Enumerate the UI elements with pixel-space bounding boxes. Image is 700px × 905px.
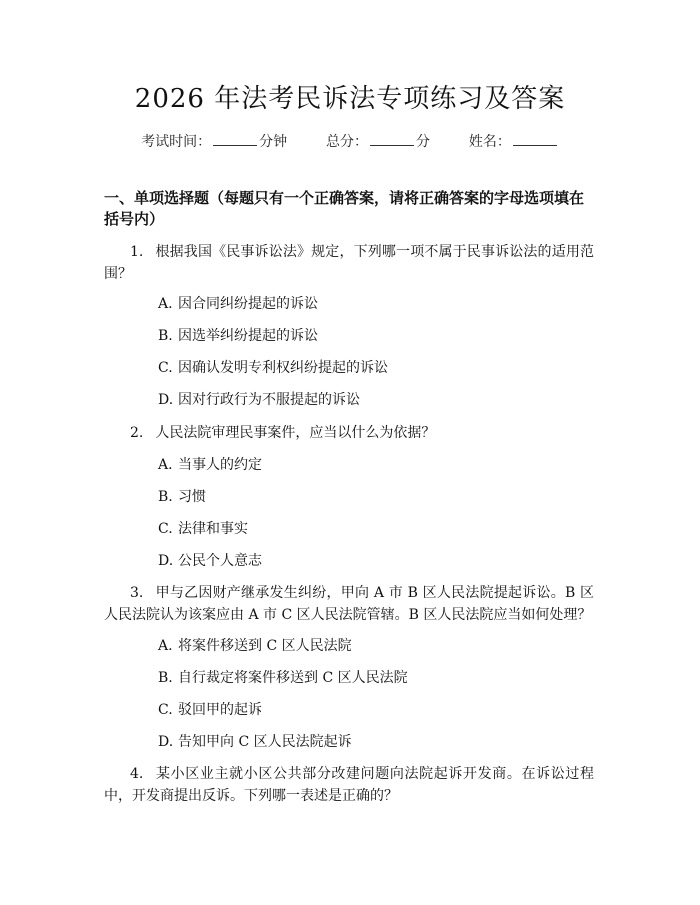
option-letter: C. [158, 702, 173, 718]
question-number: 1. [130, 244, 144, 260]
name-label: 姓名： [468, 134, 511, 150]
option-1d [158, 390, 360, 410]
option-letter: A. [158, 638, 173, 654]
option-3c [158, 700, 262, 720]
option-text: 法律和事实 [178, 521, 248, 537]
question-text: 人民法院审理民事案件，应当以什么为依据？ [155, 425, 436, 441]
option-2c [158, 519, 248, 539]
option-1a [158, 294, 318, 314]
option-letter: B. [158, 670, 173, 686]
question-4 [104, 763, 594, 807]
option-text: 公民个人意志 [178, 553, 262, 569]
score-blank [370, 132, 414, 146]
option-letter: A. [158, 457, 173, 473]
page-title: 2026 年法考民诉法专项练习及答案 [134, 84, 566, 114]
score-label: 总分： [326, 134, 368, 150]
option-3d [158, 732, 352, 752]
question-number: 3. [130, 585, 144, 601]
option-letter: B. [158, 489, 173, 505]
option-letter: C. [158, 360, 173, 376]
option-text: 自行裁定将案件移送到 C 区人民法院 [178, 670, 408, 686]
option-1c [158, 358, 388, 378]
option-text: 将案件移送到 C 区人民法院 [178, 638, 352, 654]
question-1 [104, 241, 594, 285]
option-text: 因确认发明专利权纠纷提起的诉讼 [178, 360, 388, 376]
option-text: 当事人的约定 [178, 457, 262, 473]
option-2d [158, 551, 262, 571]
time-blank [213, 132, 257, 146]
option-text: 习惯 [178, 489, 206, 505]
option-text: 因对行政行为不服提起的诉讼 [178, 392, 360, 408]
question-3 [104, 582, 594, 626]
option-letter: D. [158, 553, 174, 569]
option-text: 驳回甲的起诉 [178, 702, 262, 718]
question-number: 2. [130, 425, 144, 441]
section-heading: 一、单项选择题（每题只有一个正确答案，请将正确答案的字母选项填在括号内） [104, 189, 585, 228]
question-text: 甲与乙因财产继承发生纠纷，甲向 A 市 B 区人民法院提起诉讼。B 区人民法院认为该案应由 A 市 C 区人民法院管辖。B 区人民法院应当如何处理？ [104, 585, 594, 623]
option-letter: D. [158, 392, 174, 408]
option-text: 告知甲向 C 区人民法院起诉 [178, 734, 352, 750]
question-text: 根据我国《民事诉讼法》规定，下列哪一项不属于民事诉讼法的适用范围？ [104, 244, 594, 282]
option-letter: C. [158, 521, 173, 537]
option-letter: A. [158, 296, 173, 312]
option-text: 因合同纠纷提起的诉讼 [178, 296, 318, 312]
option-1b [158, 326, 318, 346]
option-2b [158, 487, 206, 507]
name-blank [513, 132, 557, 146]
time-unit: 分钟 [259, 134, 288, 150]
time-label: 考试时间： [141, 134, 212, 150]
option-letter: D. [158, 734, 174, 750]
exam-meta-line [0, 132, 700, 152]
score-unit: 分 [416, 134, 430, 150]
option-3a [158, 636, 352, 656]
option-letter: B. [158, 328, 173, 344]
question-number: 4. [130, 766, 144, 782]
option-3b [158, 668, 408, 688]
option-2a [158, 455, 262, 475]
question-text: 某小区业主就小区公共部分改建问题向法院起诉开发商。在诉讼过程中，开发商提出反诉。下列哪一表述是正确的？ [104, 766, 594, 804]
question-2 [104, 422, 594, 444]
option-text: 因选举纠纷提起的诉讼 [178, 328, 318, 344]
